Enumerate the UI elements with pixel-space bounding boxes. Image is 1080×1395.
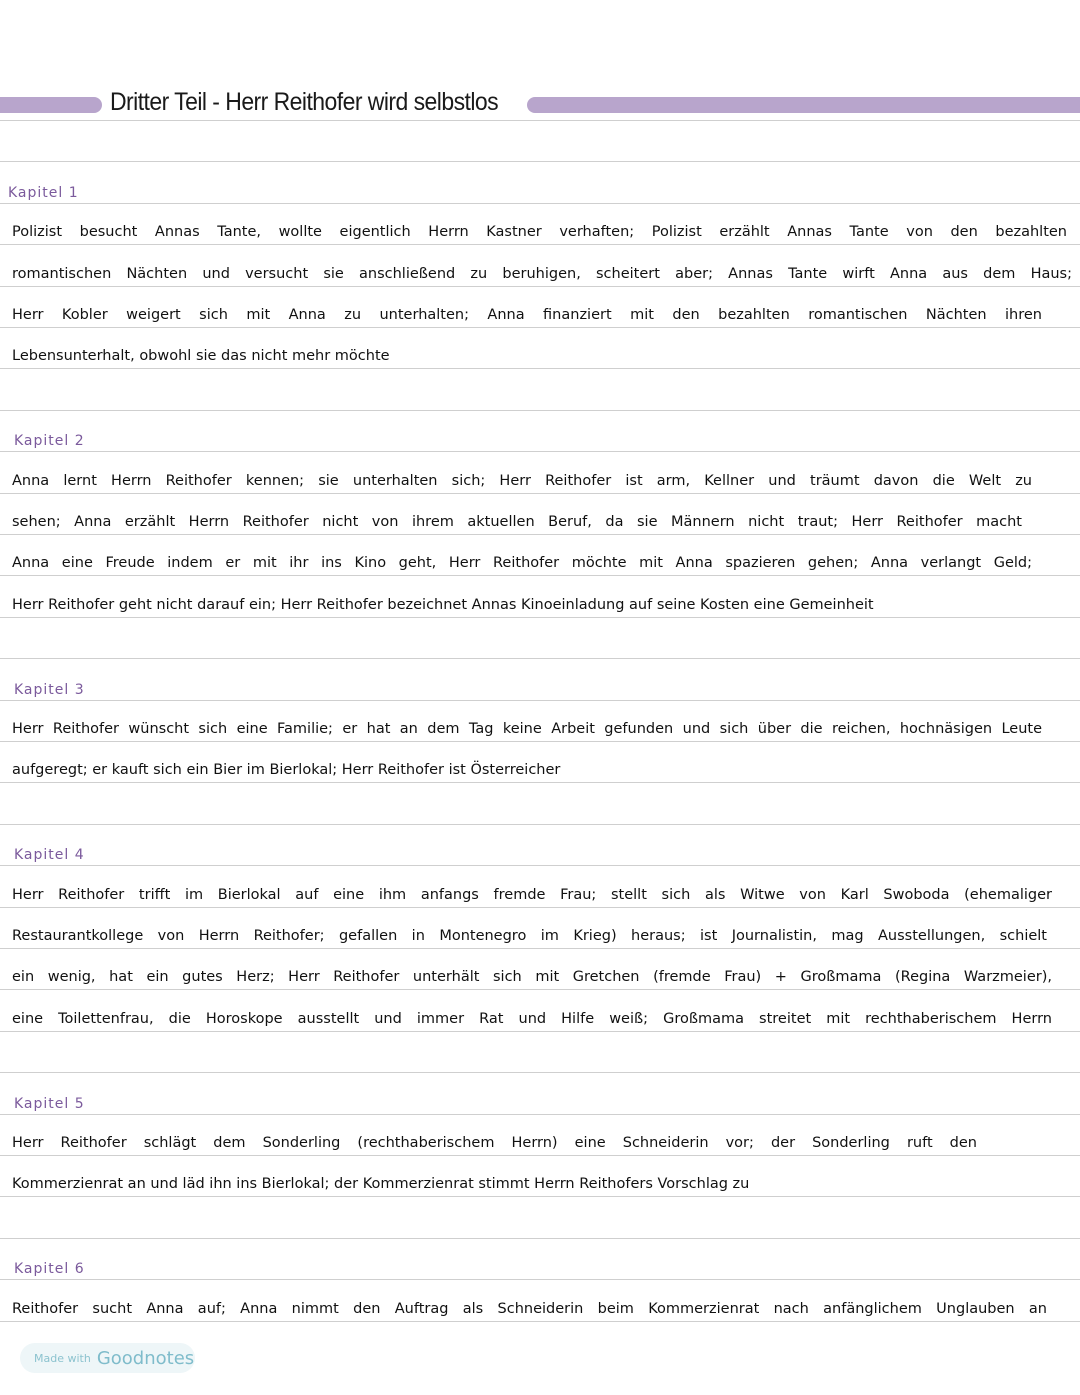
note-line: Herr Reithofer trifft im Bierlokal auf eine ihm anfangs fremde Frau; stellt sich als Witwe von Karl Swoboda (ehemaliger xyxy=(12,887,1052,903)
ruled-line xyxy=(0,948,1080,949)
ruled-line xyxy=(0,410,1080,411)
chapter-label: Kapitel 1 xyxy=(8,185,79,201)
ruled-line xyxy=(0,1031,1080,1032)
note-line: romantischen Nächten und versucht sie anschließend zu beruhigen, scheitert aber; Annas Tante wirft Anna aus dem Haus; xyxy=(12,266,1072,282)
ruled-line xyxy=(0,534,1080,535)
ruled-line xyxy=(0,865,1080,866)
ruled-line xyxy=(0,782,1080,783)
note-line: Herr Reithofer schlägt dem Sonderling (rechthaberischem Herrn) eine Schneiderin vor; der Sonderling ruft den xyxy=(12,1135,977,1151)
ruled-line xyxy=(0,1155,1080,1156)
note-line: Polizist besucht Annas Tante, wollte eigentlich Herrn Kastner verhaften; Polizist erzählt Annas Tante von den bezahlten xyxy=(12,224,1067,240)
ruled-line xyxy=(0,327,1080,328)
ruled-line xyxy=(0,1321,1080,1322)
page-title: Dritter Teil - Herr Reithofer wird selbstlos xyxy=(110,88,499,116)
watermark-prefix: Made with xyxy=(34,1351,91,1365)
ruled-line xyxy=(0,824,1080,825)
note-line: Lebensunterhalt, obwohl sie das nicht mehr möchte xyxy=(12,348,390,364)
ruled-line xyxy=(0,368,1080,369)
ruled-line xyxy=(0,617,1080,618)
ruled-line xyxy=(0,658,1080,659)
goodnotes-watermark xyxy=(20,1343,195,1373)
note-line: eine Toilettenfrau, die Horoskope ausstellt und immer Rat und Hilfe weiß; Großmama streitet mit rechthaberischem Herrn xyxy=(12,1011,1052,1027)
note-line: Herr Reithofer wünscht sich eine Familie; er hat an dem Tag keine Arbeit gefunden und sich über die reichen, hochnäsigen Leute xyxy=(12,721,1042,737)
ruled-line xyxy=(0,1072,1080,1073)
ruled-line xyxy=(0,1238,1080,1239)
note-line: Kommerzienrat an und läd ihn ins Bierlokal; der Kommerzienrat stimmt Herrn Reithofers Vorschlag zu xyxy=(12,1176,750,1192)
ruled-line xyxy=(0,244,1080,245)
ruled-line xyxy=(0,1196,1080,1197)
note-line: ein wenig, hat ein gutes Herz; Herr Reithofer unterhält sich mit Gretchen (fremde Frau) + Großmama (Regina Warzmeier), xyxy=(12,969,1052,985)
note-line: Reithofer sucht Anna auf; Anna nimmt den Auftrag als Schneiderin beim Kommerzienrat nach anfänglichem Unglauben an xyxy=(12,1301,1047,1317)
chapter-label: Kapitel 2 xyxy=(14,433,85,449)
title-accent-bar-left xyxy=(0,97,102,113)
ruled-line xyxy=(0,286,1080,287)
ruled-line xyxy=(0,575,1080,576)
chapter-label: Kapitel 5 xyxy=(14,1096,85,1112)
note-line: Anna lernt Herrn Reithofer kennen; sie unterhalten sich; Herr Reithofer ist arm, Kellner und träumt davon die Welt zu xyxy=(12,473,1032,489)
chapter-label: Kapitel 3 xyxy=(14,682,85,698)
note-line: aufgeregt; er kauft sich ein Bier im Bierlokal; Herr Reithofer ist Österreicher xyxy=(12,762,561,778)
chapter-label: Kapitel 6 xyxy=(14,1261,85,1277)
ruled-line xyxy=(0,989,1080,990)
ruled-line xyxy=(0,1279,1080,1280)
ruled-line xyxy=(0,451,1080,452)
note-line: Herr Kobler weigert sich mit Anna zu unterhalten; Anna finanziert mit den bezahlten romantischen Nächten ihren xyxy=(12,307,1042,323)
watermark-brand: Goodnotes xyxy=(96,1347,195,1369)
ruled-line xyxy=(0,203,1080,204)
ruled-line xyxy=(0,700,1080,701)
ruled-line xyxy=(0,741,1080,742)
ruled-line xyxy=(0,907,1080,908)
title-accent-bar-right xyxy=(527,97,1080,113)
note-line: sehen; Anna erzählt Herrn Reithofer nicht von ihrem aktuellen Beruf, da sie Männern nicht traut; Herr Reithofer macht xyxy=(12,514,1022,530)
ruled-line xyxy=(0,1114,1080,1115)
chapter-label: Kapitel 4 xyxy=(14,847,85,863)
ruled-line xyxy=(0,161,1080,162)
ruled-line xyxy=(0,120,1080,121)
note-line: Herr Reithofer geht nicht darauf ein; Herr Reithofer bezeichnet Annas Kinoeinladung auf seine Kosten eine Gemeinheit xyxy=(12,597,874,613)
note-line: Restaurantkollege von Herrn Reithofer; gefallen in Montenegro im Krieg) heraus; ist Journalistin, mag Ausstellungen, schielt xyxy=(12,928,1047,944)
note-line: Anna eine Freude indem er mit ihr ins Kino geht, Herr Reithofer möchte mit Anna spazieren gehen; Anna verlangt Geld; xyxy=(12,555,1032,571)
ruled-line xyxy=(0,493,1080,494)
